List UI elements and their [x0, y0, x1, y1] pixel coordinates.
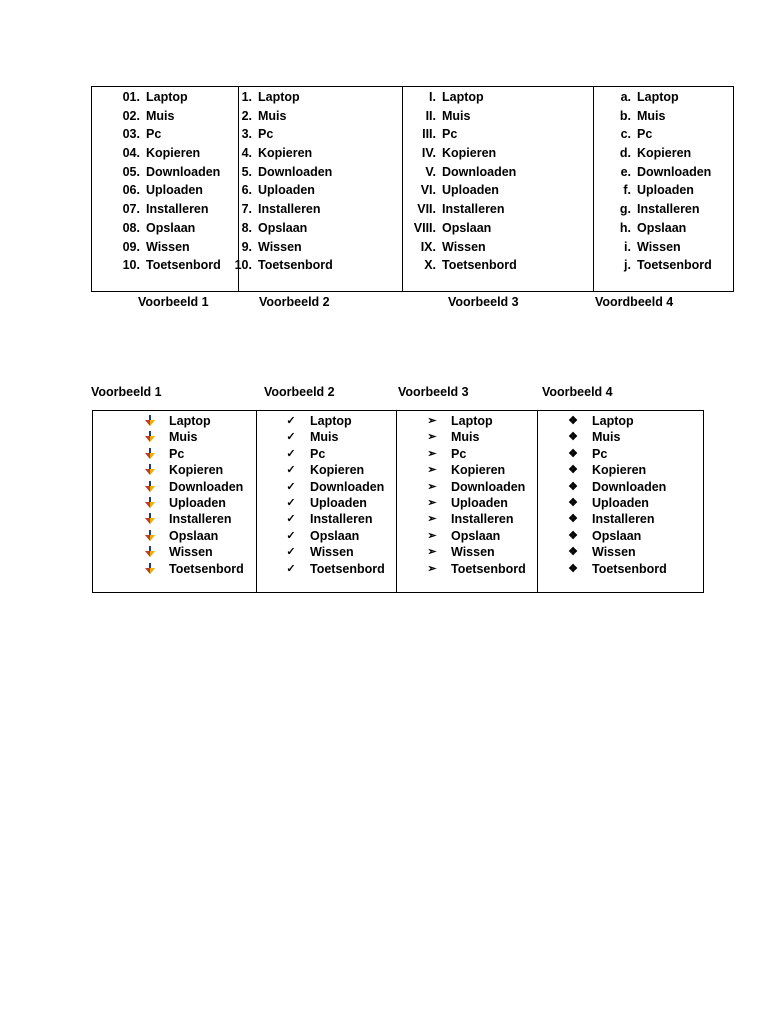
checkmark-icon: ✓ — [286, 496, 296, 509]
list-item-text: Pc — [146, 127, 162, 142]
list-item — [143, 528, 255, 544]
list-item-text: Toetsenbord — [442, 258, 517, 273]
list-item — [403, 107, 593, 126]
diamond-bullet-icon: ❖ — [568, 513, 578, 526]
list-item — [239, 88, 402, 107]
list-item — [594, 107, 733, 126]
list-item — [143, 479, 255, 495]
list-item — [143, 413, 255, 429]
list-item — [594, 88, 733, 107]
list-item — [403, 163, 593, 182]
list-item-text: Opslaan — [310, 528, 360, 543]
caption-voorbeeld-1: Voorbeeld 1 — [138, 295, 209, 309]
list-item — [425, 528, 535, 544]
heading-voorbeeld-3: Voorbeeld 3 — [398, 385, 469, 399]
list-marker: 2. — [241, 108, 252, 123]
list-item-text: Pc — [637, 127, 653, 142]
list-item-text: Opslaan — [637, 220, 687, 235]
list-item-text: Wissen — [451, 545, 495, 560]
list-item — [239, 200, 402, 219]
heading-voorbeeld-4: Voorbeeld 4 — [542, 385, 613, 399]
diamond-bullet-icon: ❖ — [568, 431, 578, 444]
list-item — [284, 511, 394, 527]
list-item — [566, 511, 701, 527]
list-item-text: Pc — [310, 446, 326, 461]
arrow-down-icon — [143, 511, 157, 527]
arrowhead-icon: ➢ — [427, 480, 437, 493]
list-item — [425, 462, 535, 478]
arrow-down-multicolor-icon — [145, 481, 155, 492]
arrow-down-multicolor-icon — [145, 448, 155, 459]
list-item-text: Wissen — [146, 239, 190, 254]
list-item — [143, 495, 255, 511]
diamond-bullet-icon: ❖ — [568, 480, 578, 493]
list-marker: 5. — [241, 164, 252, 179]
list-marker: g. — [619, 202, 631, 217]
arrow-down-icon — [143, 528, 157, 544]
list-item — [594, 125, 733, 144]
diamond-bullet-icon: ❖ — [568, 562, 578, 575]
list-marker: 08. — [122, 220, 140, 235]
checkmark-icon: ✓ — [286, 513, 296, 526]
list-item — [594, 238, 733, 257]
numbered-list-table — [91, 86, 734, 292]
column-divider — [396, 411, 397, 592]
list-item-text: Wissen — [258, 239, 302, 254]
list-item-text: Uploaden — [592, 495, 649, 510]
list-item — [594, 163, 733, 182]
arrow-down-multicolor-icon — [145, 464, 155, 475]
list-item — [284, 413, 394, 429]
arrowhead-icon: ➢ — [427, 546, 437, 559]
list-marker: 1. — [241, 90, 252, 104]
arrow-down-icon — [143, 544, 157, 560]
list-item — [403, 125, 593, 144]
list-item-text: Uploaden — [637, 183, 694, 198]
list-marker: V. — [425, 164, 436, 179]
list-marker: 07. — [122, 202, 140, 217]
list-marker: II. — [425, 108, 436, 123]
list-item — [425, 446, 535, 462]
list-item-text: Kopieren — [451, 463, 506, 478]
list-item — [425, 561, 535, 577]
list-item — [425, 544, 535, 560]
list-item — [239, 107, 402, 126]
list-item — [239, 125, 402, 144]
list-item-text: Muis — [637, 108, 666, 123]
list-marker: III. — [422, 127, 436, 142]
list-item — [284, 429, 394, 445]
list-item — [403, 144, 593, 163]
arrow-down-multicolor-icon — [145, 497, 155, 508]
list-item-text: Kopieren — [592, 463, 647, 478]
list-marker: VI. — [420, 183, 436, 198]
list-marker: 03. — [122, 127, 140, 142]
checkmark-icon: ✓ — [286, 415, 296, 427]
arrowhead-icon: ➢ — [427, 529, 437, 542]
list-marker: 3. — [241, 127, 252, 142]
bulleted-list-table — [92, 410, 704, 593]
list-item — [425, 495, 535, 511]
list-marker: j. — [624, 258, 631, 273]
list-item — [143, 429, 255, 445]
list-item — [239, 144, 402, 163]
list-item-text: Opslaan — [258, 220, 308, 235]
list-item — [284, 544, 394, 560]
list-item-text: Laptop — [169, 414, 211, 428]
list-marker: VIII. — [413, 220, 436, 235]
arrow-down-icon — [143, 462, 157, 478]
list-marker: f. — [623, 183, 631, 198]
checkmark-icon: ✓ — [286, 562, 296, 575]
list-item — [403, 238, 593, 257]
arrowhead-icon: ➢ — [427, 496, 437, 509]
list-item — [284, 479, 394, 495]
checkmark-icon: ✓ — [286, 480, 296, 493]
list-item-text: Pc — [442, 127, 458, 142]
list-marker: 10. — [122, 258, 140, 273]
list-item — [284, 495, 394, 511]
arrow-down-icon — [143, 429, 157, 445]
list-item — [566, 561, 701, 577]
diamond-bullet-icon: ❖ — [568, 496, 578, 509]
list-item-text: Wissen — [310, 545, 354, 560]
list-item-text: Kopieren — [310, 463, 365, 478]
list-marker: I. — [429, 90, 436, 104]
list-item — [239, 219, 402, 238]
list-item-text: Muis — [258, 108, 287, 123]
heading-voorbeeld-1: Voorbeeld 1 — [91, 385, 162, 399]
list-item-text: Downloaden — [637, 164, 712, 179]
arrow-bullet-list — [143, 413, 255, 577]
list-item-text: Opslaan — [169, 528, 219, 543]
list-item-text: Uploaden — [146, 183, 203, 198]
list-item-text: Installeren — [310, 512, 373, 527]
list-item-text: Downloaden — [310, 479, 385, 494]
list-marker: 01. — [122, 90, 140, 104]
list-item-text: Muis — [451, 430, 480, 445]
list-marker: 02. — [122, 108, 140, 123]
caption-voorbeeld-4: Voordbeeld 4 — [595, 295, 674, 309]
list-item — [425, 429, 535, 445]
list-item-text: Installeren — [637, 202, 700, 217]
heading-voorbeeld-2: Voorbeeld 2 — [264, 385, 335, 399]
list-item — [594, 200, 733, 219]
diamond-bullet-list — [566, 413, 701, 577]
arrowhead-icon: ➢ — [427, 431, 437, 444]
list-item — [594, 219, 733, 238]
list-marker: VII. — [417, 202, 436, 217]
column-divider — [537, 411, 538, 592]
list-item — [403, 256, 593, 275]
list-item-text: Kopieren — [169, 463, 224, 478]
checkmark-icon: ✓ — [286, 431, 296, 444]
list-item — [566, 479, 701, 495]
arrow-down-multicolor-icon — [145, 530, 155, 541]
list-marker: d. — [619, 146, 631, 161]
arrow-down-multicolor-icon — [145, 415, 155, 426]
arrowhead-icon: ➢ — [427, 562, 437, 575]
list-item — [143, 561, 255, 577]
list-item — [566, 462, 701, 478]
list-item-text: Laptop — [451, 414, 493, 428]
checkmark-icon: ✓ — [286, 464, 296, 477]
list-item-text: Installeren — [451, 512, 514, 527]
list-item-text: Opslaan — [451, 528, 501, 543]
arrow-down-multicolor-icon — [145, 431, 155, 442]
list-item-text: Kopieren — [146, 146, 201, 161]
list-item — [594, 256, 733, 275]
lower-alpha-list — [594, 88, 733, 275]
list-item — [566, 495, 701, 511]
list-item-text: Downloaden — [451, 479, 526, 494]
list-item-text: Wissen — [442, 239, 486, 254]
list-marker: 10. — [234, 258, 252, 273]
list-item — [566, 528, 701, 544]
list-item-text: Wissen — [637, 239, 681, 254]
list-item-text: Laptop — [258, 90, 300, 104]
diamond-bullet-icon: ❖ — [568, 464, 578, 477]
list-item-text: Toetsenbord — [451, 561, 526, 576]
arrow-down-icon — [143, 495, 157, 511]
list-item — [143, 462, 255, 478]
list-item-text: Kopieren — [258, 146, 313, 161]
list-item-text: Muis — [310, 430, 339, 445]
list-item — [284, 462, 394, 478]
list-item-text: Toetsenbord — [258, 258, 333, 273]
arrow-down-icon — [143, 413, 157, 429]
list-item-text: Downloaden — [169, 479, 244, 494]
arrow-down-multicolor-icon — [145, 546, 155, 557]
list-item-text: Uploaden — [310, 495, 367, 510]
list-item — [143, 511, 255, 527]
column-divider — [256, 411, 257, 592]
list-item — [284, 561, 394, 577]
roman-numeral-list — [403, 88, 593, 275]
list-item-text: Kopieren — [637, 146, 692, 161]
list-item — [403, 200, 593, 219]
arrow-down-multicolor-icon — [145, 513, 155, 524]
list-item-text: Toetsenbord — [310, 561, 385, 576]
decimal-list — [234, 88, 402, 275]
list-item-text: Toetsenbord — [592, 561, 667, 576]
list-item-text: Laptop — [442, 90, 484, 104]
arrowhead-icon: ➢ — [427, 447, 437, 460]
list-item-text: Toetsenbord — [169, 561, 244, 576]
list-item — [234, 256, 402, 275]
list-item-text: Downloaden — [592, 479, 667, 494]
list-marker: 7. — [241, 202, 252, 217]
list-item-text: Opslaan — [146, 220, 196, 235]
list-marker: a. — [620, 90, 631, 104]
list-marker: h. — [619, 220, 631, 235]
arrow-down-icon — [143, 479, 157, 495]
list-item — [403, 181, 593, 200]
list-marker: 8. — [241, 220, 252, 235]
checkmark-bullet-list — [284, 413, 394, 577]
list-item-text: Installeren — [592, 512, 655, 527]
list-item-text: Downloaden — [442, 164, 517, 179]
list-item-text: Wissen — [592, 545, 636, 560]
list-item — [425, 479, 535, 495]
list-marker: IX. — [420, 239, 436, 254]
list-item-text: Toetsenbord — [146, 258, 221, 273]
list-item-text: Installeren — [146, 202, 209, 217]
list-marker: X. — [424, 258, 436, 273]
list-item — [566, 446, 701, 462]
list-item-text: Downloaden — [146, 164, 221, 179]
arrowhead-icon: ➢ — [427, 513, 437, 526]
list-marker: c. — [620, 127, 631, 142]
list-item-text: Uploaden — [258, 183, 315, 198]
list-item — [403, 88, 593, 107]
list-item-text: Pc — [451, 446, 467, 461]
list-item-text: Toetsenbord — [637, 258, 712, 273]
list-marker: IV. — [421, 146, 436, 161]
checkmark-icon: ✓ — [286, 447, 296, 460]
caption-voorbeeld-3: Voorbeeld 3 — [448, 295, 519, 309]
arrow-down-icon — [143, 561, 157, 577]
list-item-text: Muis — [146, 108, 175, 123]
list-item — [594, 181, 733, 200]
list-item — [425, 413, 535, 429]
list-item — [594, 144, 733, 163]
list-item — [239, 163, 402, 182]
list-item-text: Pc — [592, 446, 608, 461]
list-item-text: Installeren — [258, 202, 321, 217]
diamond-bullet-icon: ❖ — [568, 415, 578, 427]
list-item-text: Kopieren — [442, 146, 497, 161]
list-item — [143, 446, 255, 462]
list-item-text: Pc — [169, 446, 185, 461]
list-item-text: Muis — [592, 430, 621, 445]
list-marker: 9. — [241, 239, 252, 254]
list-marker: 05. — [122, 164, 140, 179]
list-item — [566, 544, 701, 560]
list-item-text: Opslaan — [592, 528, 642, 543]
list-item-text: Muis — [169, 430, 198, 445]
checkmark-icon: ✓ — [286, 546, 296, 559]
list-item-text: Wissen — [169, 545, 213, 560]
list-item-text: Pc — [258, 127, 274, 142]
list-item-text: Laptop — [592, 414, 634, 428]
list-item — [143, 544, 255, 560]
list-marker: i. — [624, 239, 631, 254]
arrow-down-icon — [143, 446, 157, 462]
list-item — [425, 511, 535, 527]
list-item — [566, 429, 701, 445]
list-item — [239, 238, 402, 257]
list-item — [403, 219, 593, 238]
list-item — [284, 446, 394, 462]
list-marker: b. — [619, 108, 631, 123]
caption-voorbeeld-2: Voorbeeld 2 — [259, 295, 330, 309]
list-item-text: Installeren — [442, 202, 505, 217]
arrow-down-multicolor-icon — [145, 563, 155, 574]
list-item-text: Laptop — [637, 90, 679, 104]
list-item-text: Muis — [442, 108, 471, 123]
diamond-bullet-icon: ❖ — [568, 447, 578, 460]
list-item-text: Installeren — [169, 512, 232, 527]
list-item-text: Uploaden — [442, 183, 499, 198]
list-marker: 6. — [241, 183, 252, 198]
arrowhead-icon: ➢ — [427, 415, 437, 427]
list-item — [566, 413, 701, 429]
list-marker: 4. — [241, 146, 252, 161]
list-item-text: Opslaan — [442, 220, 492, 235]
list-item-text: Laptop — [310, 414, 352, 428]
list-marker: 09. — [122, 239, 140, 254]
list-item — [284, 528, 394, 544]
list-item-text: Uploaden — [451, 495, 508, 510]
list-item-text: Uploaden — [169, 495, 226, 510]
diamond-bullet-icon: ❖ — [568, 546, 578, 559]
list-item — [239, 181, 402, 200]
arrowhead-bullet-list — [425, 413, 535, 577]
list-marker: e. — [620, 164, 631, 179]
list-marker: 06. — [122, 183, 140, 198]
diamond-bullet-icon: ❖ — [568, 529, 578, 542]
list-item-text: Downloaden — [258, 164, 333, 179]
list-marker: 04. — [122, 146, 140, 161]
list-item-text: Laptop — [146, 90, 188, 104]
checkmark-icon: ✓ — [286, 529, 296, 542]
arrowhead-icon: ➢ — [427, 464, 437, 477]
